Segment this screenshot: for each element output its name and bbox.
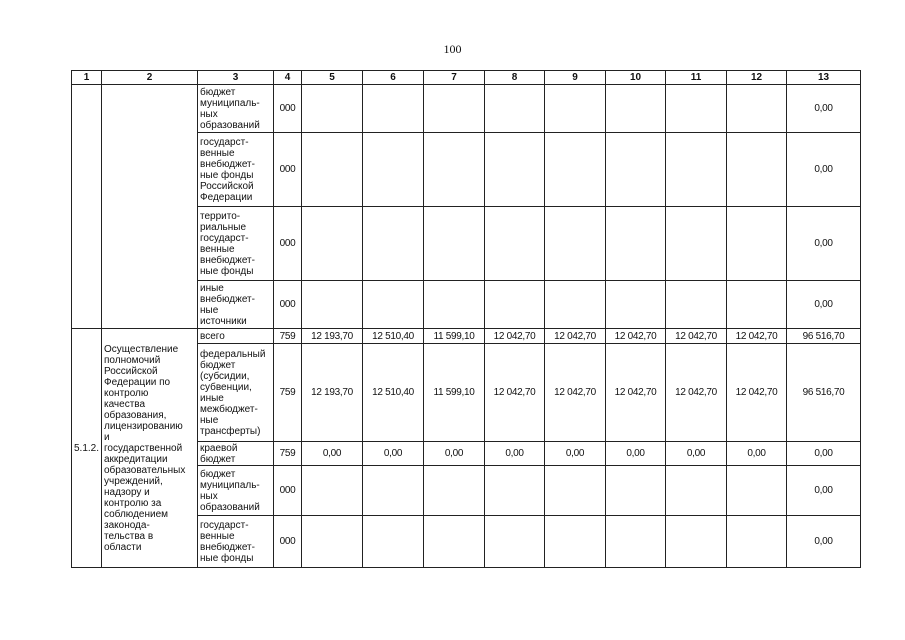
value-cell xyxy=(606,133,666,207)
value-cell xyxy=(666,344,727,442)
value-cell-text: 11 599,10 xyxy=(433,387,475,398)
value-cell xyxy=(666,207,727,281)
value-cell xyxy=(606,329,666,344)
header-row xyxy=(72,71,861,85)
value-cell xyxy=(424,281,485,329)
value-cell-text: 0,00 xyxy=(565,448,585,459)
value-cell xyxy=(666,442,727,466)
value-cell xyxy=(363,85,424,133)
value-cell xyxy=(606,516,666,568)
value-cell xyxy=(666,85,727,133)
column-header: 2 xyxy=(102,71,198,85)
value-cell xyxy=(666,466,727,516)
item-description-cell xyxy=(102,85,198,329)
code-cell-text: 000 xyxy=(279,103,296,114)
value-cell xyxy=(545,516,606,568)
value-cell xyxy=(302,85,363,133)
table-row xyxy=(72,85,861,133)
value-cell-text: 12 042,70 xyxy=(735,387,778,398)
value-cell xyxy=(363,442,424,466)
value-cell xyxy=(302,344,363,442)
value-cell xyxy=(302,516,363,568)
value-cell-text: 12 193,70 xyxy=(311,387,353,398)
value-cell xyxy=(545,207,606,281)
value-cell-text: 12 042,70 xyxy=(735,330,778,342)
value-cell-text: 0,00 xyxy=(322,448,342,459)
column-header: 10 xyxy=(606,71,666,85)
value-cell xyxy=(545,466,606,516)
value-cell xyxy=(424,442,485,466)
code-cell xyxy=(274,344,302,442)
value-cell xyxy=(424,207,485,281)
value-cell-text: 12 042,70 xyxy=(675,387,717,398)
value-cell xyxy=(606,344,666,442)
value-cell xyxy=(485,442,545,466)
item-description-cell xyxy=(102,329,198,568)
value-cell xyxy=(727,466,787,516)
value-cell xyxy=(302,442,363,466)
value-cell xyxy=(727,442,787,466)
item-number-cell xyxy=(72,329,102,568)
total-cell-text: 0,00 xyxy=(814,299,833,310)
column-header: 7 xyxy=(424,71,485,85)
code-cell xyxy=(274,466,302,516)
code-cell-text: 000 xyxy=(279,164,296,175)
funding-source-cell-text: террито- риальные государст- венные внебюджет- ные фонды xyxy=(200,210,255,277)
value-cell xyxy=(666,133,727,207)
total-cell-text: 0,00 xyxy=(814,164,833,175)
value-cell-text: 12 042,70 xyxy=(675,330,717,342)
value-cell xyxy=(606,85,666,133)
value-cell-text: 11 599,10 xyxy=(433,330,475,342)
code-cell xyxy=(274,281,302,329)
value-cell-text: 12 042,70 xyxy=(554,330,596,342)
value-cell xyxy=(424,133,485,207)
column-header: 4 xyxy=(274,71,302,85)
column-header: 9 xyxy=(545,71,606,85)
total-cell xyxy=(787,442,861,466)
value-cell xyxy=(727,329,787,344)
total-cell-text: 0,00 xyxy=(814,536,833,547)
code-cell-text: 000 xyxy=(279,485,296,496)
value-cell xyxy=(727,516,787,568)
code-cell-text: 000 xyxy=(279,536,296,547)
value-cell xyxy=(727,133,787,207)
total-cell-text: 96 516,70 xyxy=(802,387,845,398)
column-header: 1 xyxy=(72,71,102,85)
value-cell-text: 12 042,70 xyxy=(554,387,596,398)
value-cell xyxy=(363,466,424,516)
value-cell-text: 12 042,70 xyxy=(614,330,657,342)
value-cell xyxy=(302,329,363,344)
total-cell xyxy=(787,466,861,516)
funding-source-cell-text: государст- венные внебюджет- ные фонды Российской Федерации xyxy=(200,136,255,203)
item-number-cell xyxy=(72,85,102,329)
value-cell xyxy=(485,344,545,442)
value-cell-text: 0,00 xyxy=(383,448,403,459)
value-cell xyxy=(606,442,666,466)
value-cell-text: 0,00 xyxy=(747,448,766,459)
value-cell xyxy=(302,207,363,281)
code-cell-text: 000 xyxy=(279,238,296,249)
value-cell xyxy=(545,344,606,442)
value-cell xyxy=(424,329,485,344)
page-number: 100 xyxy=(443,42,462,56)
funding-source-cell xyxy=(198,85,274,133)
value-cell xyxy=(606,207,666,281)
value-cell xyxy=(545,281,606,329)
value-cell-text: 0,00 xyxy=(626,448,645,459)
total-cell xyxy=(787,133,861,207)
value-cell xyxy=(545,133,606,207)
value-cell xyxy=(302,133,363,207)
total-cell xyxy=(787,281,861,329)
code-cell xyxy=(274,85,302,133)
code-cell xyxy=(274,442,302,466)
value-cell xyxy=(424,344,485,442)
value-cell xyxy=(424,466,485,516)
total-cell-text: 0,00 xyxy=(814,448,833,459)
funding-source-cell xyxy=(198,281,274,329)
funding-source-cell xyxy=(198,442,274,466)
value-cell xyxy=(302,466,363,516)
column-header: 11 xyxy=(666,71,727,85)
table-row xyxy=(72,329,861,344)
total-cell xyxy=(787,344,861,442)
value-cell xyxy=(485,207,545,281)
value-cell xyxy=(727,344,787,442)
value-cell-text: 12 042,70 xyxy=(493,330,536,342)
funding-source-cell-text: всего xyxy=(200,330,225,342)
funding-source-cell xyxy=(198,344,274,442)
value-cell-text: 12 042,70 xyxy=(614,387,657,398)
value-cell xyxy=(666,329,727,344)
value-cell xyxy=(727,281,787,329)
value-cell-text: 0,00 xyxy=(686,448,706,459)
budget-table xyxy=(71,70,861,568)
item-description-cell-text: Осуществление полномочий Российской Федерации по контролю качества образования, лицензированию и государственной аккредитации образовательных учреждений, надзору и контролю за соблюдением законода- тельства в области xyxy=(104,343,186,553)
funding-source-cell xyxy=(198,133,274,207)
value-cell xyxy=(424,516,485,568)
funding-source-cell xyxy=(198,466,274,516)
total-cell xyxy=(787,329,861,344)
code-cell-text: 000 xyxy=(279,299,296,310)
total-cell xyxy=(787,207,861,281)
value-cell xyxy=(666,281,727,329)
code-cell-text: 759 xyxy=(279,330,296,342)
item-number-cell-text: 5.1.2. xyxy=(74,442,100,454)
value-cell-text: 12 193,70 xyxy=(311,330,353,342)
value-cell-text: 12 510,40 xyxy=(372,387,414,398)
funding-source-cell-text: иные внебюджет- ные источники xyxy=(200,282,255,327)
column-header: 5 xyxy=(302,71,363,85)
column-header: 6 xyxy=(363,71,424,85)
code-cell xyxy=(274,516,302,568)
value-cell xyxy=(606,281,666,329)
value-cell xyxy=(606,466,666,516)
funding-source-cell-text: краевой бюджет xyxy=(200,442,238,465)
value-cell xyxy=(363,281,424,329)
code-cell-text: 759 xyxy=(279,448,296,459)
value-cell-text: 12 510,40 xyxy=(372,330,414,342)
value-cell xyxy=(302,281,363,329)
value-cell xyxy=(485,281,545,329)
funding-source-cell-text: бюджет муниципаль- ных образований xyxy=(200,468,260,513)
value-cell xyxy=(485,133,545,207)
value-cell xyxy=(363,133,424,207)
value-cell xyxy=(485,516,545,568)
value-cell xyxy=(545,85,606,133)
total-cell-text: 0,00 xyxy=(814,238,833,249)
column-header: 13 xyxy=(787,71,861,85)
funding-source-cell xyxy=(198,207,274,281)
total-cell xyxy=(787,516,861,568)
column-header: 3 xyxy=(198,71,274,85)
code-cell-text: 759 xyxy=(279,387,296,398)
value-cell xyxy=(363,344,424,442)
funding-source-cell-text: федеральный бюджет (субсидии, субвенции, иные межбюджет- ные трансферты) xyxy=(200,348,266,437)
value-cell-text: 0,00 xyxy=(505,448,524,459)
funding-source-cell xyxy=(198,516,274,568)
value-cell xyxy=(363,329,424,344)
funding-source-cell-text: государст- венные внебюджет- ные фонды xyxy=(200,519,255,564)
value-cell xyxy=(727,207,787,281)
total-cell-text: 0,00 xyxy=(814,103,833,114)
value-cell xyxy=(363,516,424,568)
value-cell xyxy=(666,516,727,568)
value-cell xyxy=(485,329,545,344)
column-header: 12 xyxy=(727,71,787,85)
value-cell xyxy=(424,85,485,133)
total-cell-text: 96 516,70 xyxy=(802,330,845,342)
value-cell xyxy=(485,466,545,516)
value-cell xyxy=(545,329,606,344)
code-cell xyxy=(274,329,302,344)
code-cell xyxy=(274,207,302,281)
value-cell xyxy=(545,442,606,466)
funding-source-cell xyxy=(198,329,274,344)
value-cell xyxy=(363,207,424,281)
value-cell-text: 12 042,70 xyxy=(493,387,536,398)
total-cell xyxy=(787,85,861,133)
value-cell xyxy=(485,85,545,133)
value-cell-text: 0,00 xyxy=(444,448,464,459)
funding-source-cell-text: бюджет муниципаль- ных образований xyxy=(200,86,260,131)
code-cell xyxy=(274,133,302,207)
total-cell-text: 0,00 xyxy=(814,485,833,496)
value-cell xyxy=(727,85,787,133)
column-header: 8 xyxy=(485,71,545,85)
